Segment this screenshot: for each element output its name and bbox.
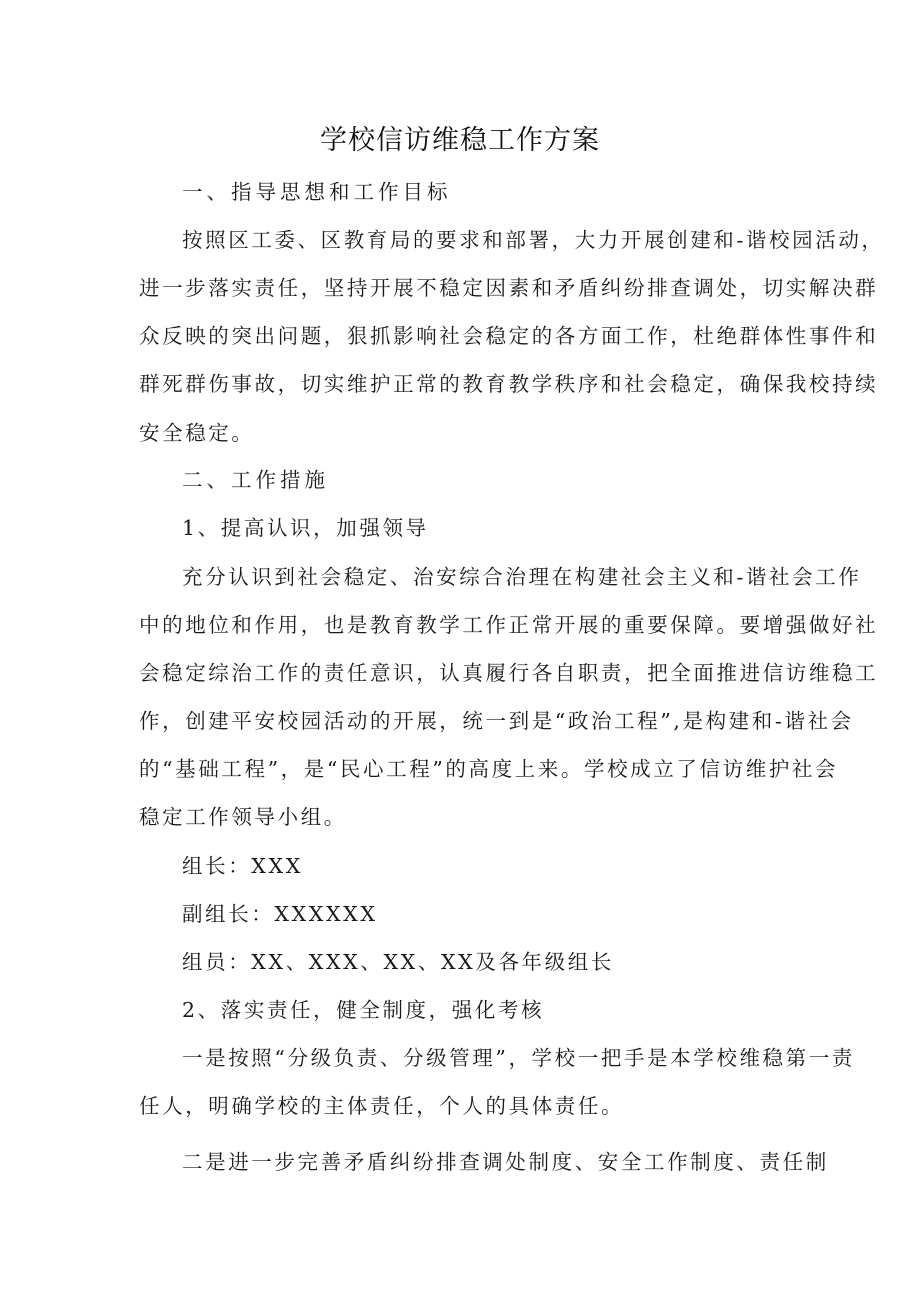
paragraph-line: 作，创建平安校园活动的开展，统一到是“政治工程”,是构建和-谐社会 [139, 709, 854, 733]
paragraph-line: 众反映的突出问题，狠抓影响社会稳定的各方面工作，杜绝群体性事件和 [139, 324, 879, 348]
paragraph-line: 安全稳定。 [139, 421, 255, 445]
group-leader-line: 组长：XXX [182, 854, 303, 878]
paragraph-line: 稳定工作领导小组。 [139, 805, 347, 829]
paragraph-line: 二是进一步完善矛盾纠纷排查调处制度、安全工作制度、责任制 [182, 1150, 829, 1174]
deputy-leader-line: 副组长：XXXXXX [182, 902, 378, 926]
section-heading-1: 一、指导思想和工作目标 [182, 180, 452, 204]
members-line: 组员：XX、XXX、XX、XX及各年级组长 [182, 950, 614, 974]
subheading-1: 1、提高认识，加强领导 [182, 516, 429, 540]
paragraph-line: 进一步落实责任，坚持开展不稳定因素和矛盾纠纷排查调处，切实解决群 [139, 276, 879, 300]
paragraph-line: 充分认识到社会稳定、治安综合治理在构建社会主义和-谐社会工作 [182, 565, 862, 589]
paragraph-line: 一是按照“分级负责、分级管理”，学校一把手是本学校维稳第一责 [182, 1046, 855, 1070]
paragraph-line: 任人，明确学校的主体责任，个人的具体责任。 [139, 1094, 625, 1118]
document-title: 学校信访维稳工作方案 [320, 125, 600, 156]
paragraph-line: 会稳定综治工作的责任意识，认真履行各自职责，把全面推进信访维稳工 [139, 661, 879, 685]
paragraph-line: 群死群伤事故，切实维护正常的教育教学秩序和社会稳定，确保我校持续 [139, 372, 879, 396]
subheading-2: 2、落实责任，健全制度，强化考核 [182, 998, 545, 1022]
section-heading-2: 二、工作措施 [182, 468, 329, 492]
paragraph-line: 的“基础工程”，是“民心工程”的高度上来。学校成立了信访维护社会 [139, 757, 839, 781]
paragraph-line: 按照区工委、区教育局的要求和部署，大力开展创建和-谐校园活动， [182, 228, 885, 252]
paragraph-line: 中的地位和作用，也是教育教学工作正常开展的重要保障。要增强做好社 [139, 613, 879, 637]
